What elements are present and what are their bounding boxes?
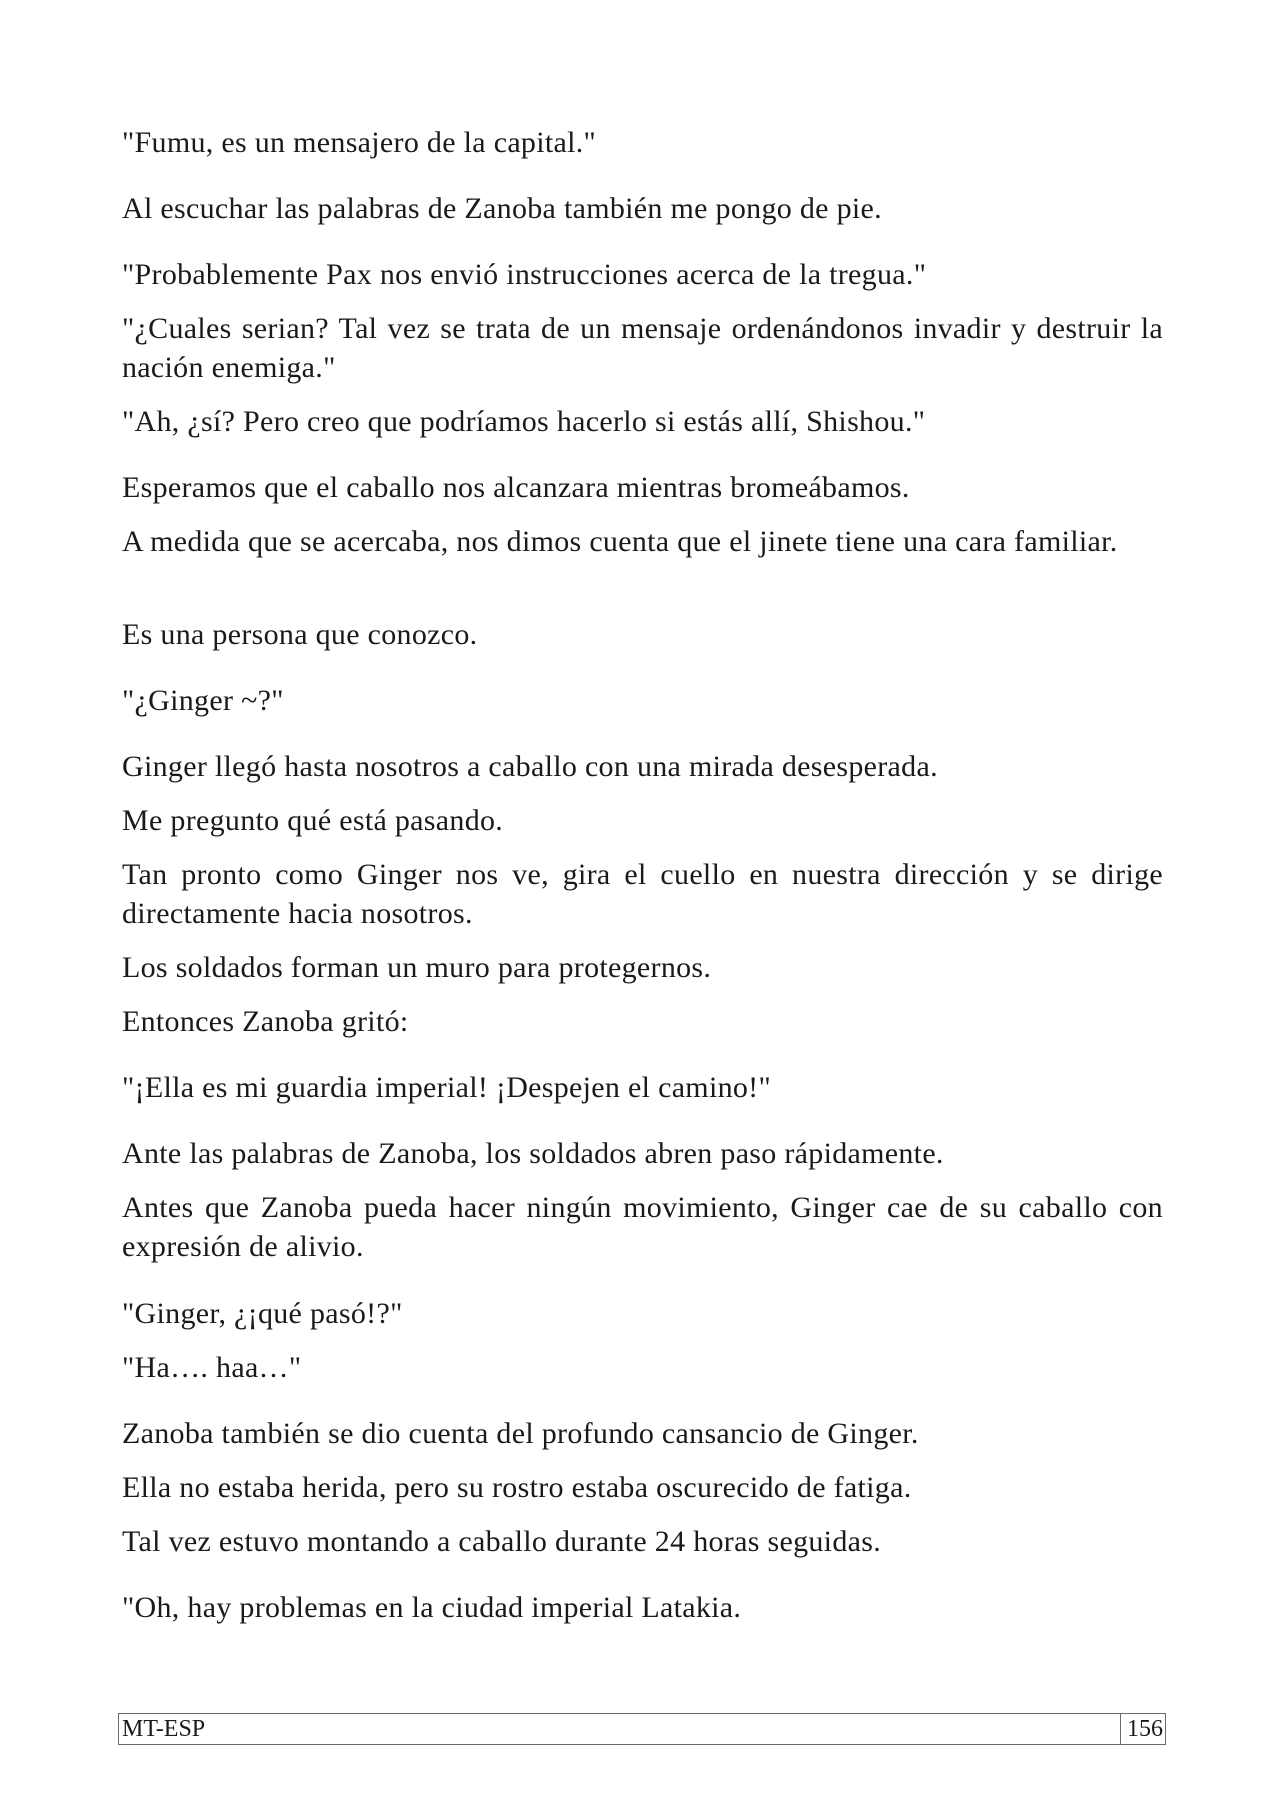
paragraph-18: "Ginger, ¿¡qué pasó!?"	[122, 1297, 403, 1330]
paragraph-22: Tal vez estuvo montando a caballo durante 24 horas seguidas.	[122, 1525, 882, 1558]
paragraph-7: A medida que se acercaba, nos dimos cuenta que el jinete tiene una cara familiar.	[122, 525, 1118, 558]
paragraph-14: Entonces Zanoba gritó:	[122, 1005, 409, 1038]
paragraph-23: "Oh, hay problemas en la ciudad imperial Latakia.	[122, 1591, 742, 1624]
paragraph-20: Zanoba también se dio cuenta del profundo cansancio de Ginger.	[122, 1417, 919, 1450]
paragraph-5: "Ah, ¿sí? Pero creo que podríamos hacerlo si estás allí, Shishou."	[122, 405, 926, 438]
page-footer	[118, 1713, 1166, 1745]
paragraph-6: Esperamos que el caballo nos alcanzara mientras bromeábamos.	[122, 471, 910, 504]
paragraph-1: "Fumu, es un mensajero de la capital."	[122, 126, 597, 159]
paragraph-11: Me pregunto qué está pasando.	[122, 804, 504, 837]
paragraph-17: Antes que Zanoba pueda hacer ningún movimiento, Ginger cae de su caballo con expresión de alivio.	[122, 1191, 1163, 1263]
paragraph-21: Ella no estaba herida, pero su rostro estaba oscurecido de fatiga.	[122, 1471, 912, 1504]
paragraph-3: "Probablemente Pax nos envió instrucciones acerca de la tregua."	[122, 258, 927, 291]
paragraph-19: "Ha…. haa…"	[122, 1351, 302, 1384]
paragraph-4: "¿Cuales serian? Tal vez se trata de un mensaje ordenándonos invadir y destruir la nación enemiga."	[122, 312, 1163, 384]
paragraph-9: "¿Ginger ~?"	[122, 684, 284, 717]
paragraph-10: Ginger llegó hasta nosotros a caballo con una mirada desesperada.	[122, 750, 938, 783]
paragraph-16: Ante las palabras de Zanoba, los soldados abren paso rápidamente.	[122, 1137, 944, 1170]
footer-label: MT-ESP	[122, 1716, 206, 1742]
paragraph-8: Es una persona que conozco.	[122, 618, 478, 651]
paragraph-13: Los soldados forman un muro para protegernos.	[122, 951, 712, 984]
page-number: 156	[1120, 1714, 1163, 1744]
paragraph-15: "¡Ella es mi guardia imperial! ¡Despejen el camino!"	[122, 1071, 772, 1104]
paragraph-2: Al escuchar las palabras de Zanoba también me pongo de pie.	[122, 192, 882, 225]
paragraph-12: Tan pronto como Ginger nos ve, gira el cuello en nuestra dirección y se dirige directamente hacia nosotros.	[122, 858, 1163, 930]
